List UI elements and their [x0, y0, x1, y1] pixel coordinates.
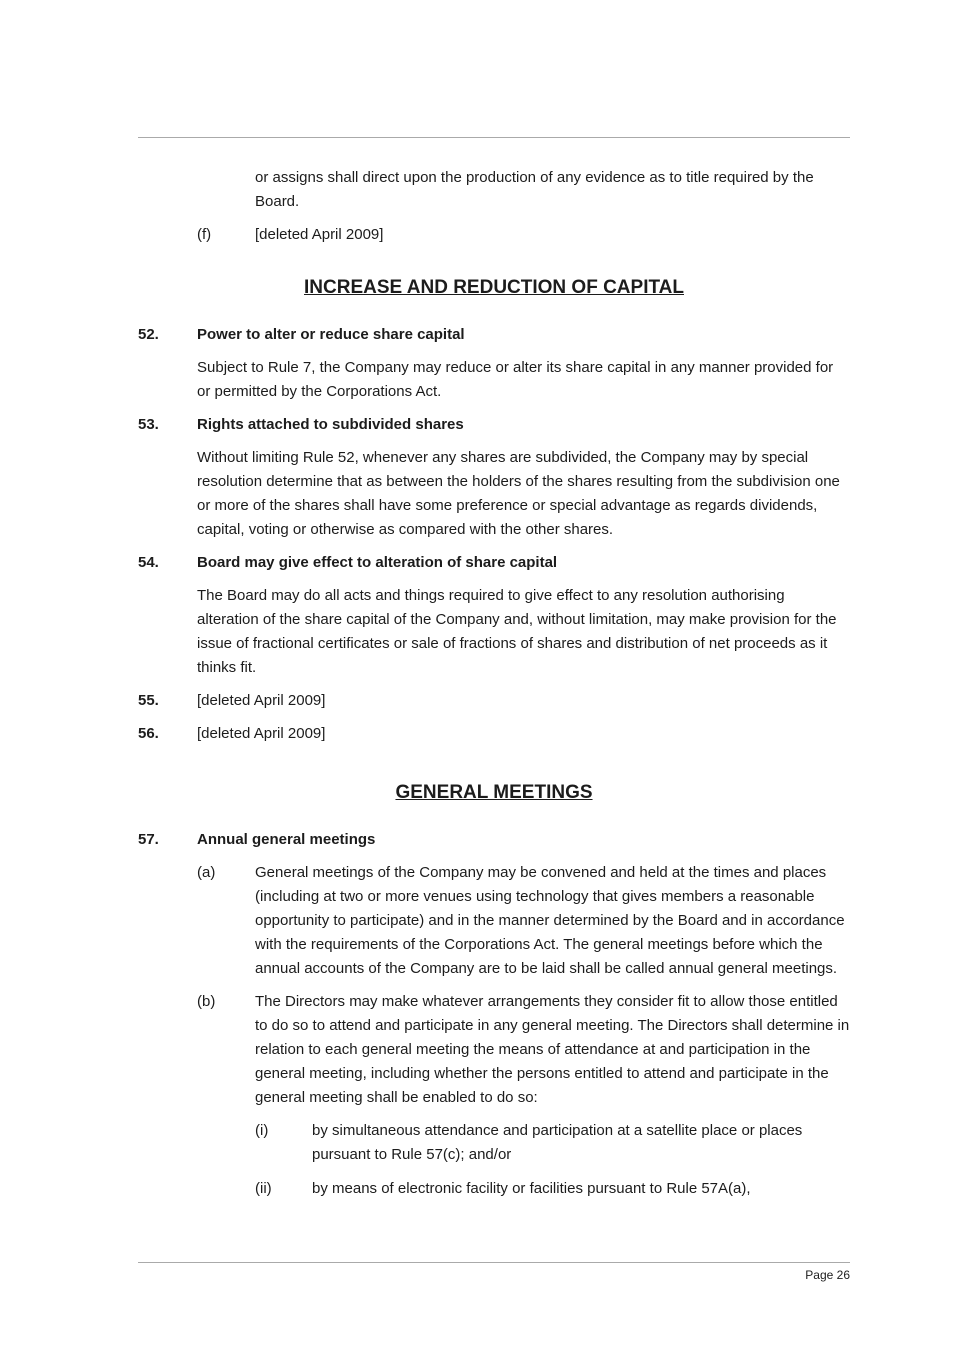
header-divider: [138, 137, 850, 138]
section-heading-increase-reduction-capital: INCREASE AND REDUCTION OF CAPITAL: [304, 277, 684, 298]
rule-53: [138, 413, 850, 542]
rule-57: [138, 828, 850, 1201]
rule-54-number: 54.: [138, 554, 159, 571]
section-heading-general-meetings: GENERAL MEETINGS: [395, 782, 593, 803]
list-item-f-text: [deleted April 2009]: [255, 226, 384, 243]
rule-57-item-b-label: (b): [197, 993, 216, 1010]
continuation-paragraph: or assigns shall direct upon the production of any evidence as to title required by the Board.: [255, 169, 814, 210]
rule-54-paragraph: The Board may do all acts and things required to give effect to any resolution authorising alteration of the share capital of the Company and, without limitation, may make provision for the issue of fractional certificates or sale of fractions of shares and distribution of net proceeds as it thinks fit.: [197, 587, 837, 676]
list-item-f: [138, 223, 850, 247]
rule-56: [138, 722, 850, 746]
rule-57-item-ii: [138, 1177, 850, 1201]
rule-55-text: [deleted April 2009]: [197, 692, 326, 709]
rule-53-number: 53.: [138, 416, 159, 433]
rule-52: [138, 323, 850, 404]
rule-57-item-ii-label: (ii): [255, 1180, 272, 1197]
rule-54-title: Board may give effect to alteration of share capital: [197, 554, 558, 571]
rule-57-title: Annual general meetings: [197, 831, 376, 848]
rule-57-item-b: [138, 990, 850, 1110]
rule-55-number: 55.: [138, 692, 159, 709]
rule-57-item-a-label: (a): [197, 864, 216, 881]
rule-57-item-i-text: by simultaneous attendance and participation at a satellite place or places pursuant to Rule 57(c); and/or: [312, 1122, 803, 1163]
rule-56-number: 56.: [138, 725, 159, 742]
rule-57-item-b-text: The Directors may make whatever arrangements they consider fit to allow those entitled to do so to attend and participate in any general meeting. The Directors shall determine in relation to each general meeting the means of attendance at and participation in the general meeting, including whether the persons entitled to attend and participate in the general meeting shall be enabled to do so:: [255, 993, 850, 1106]
list-item-f-label: (f): [197, 226, 212, 243]
rule-52-heading: [138, 323, 850, 347]
rule-54: [138, 551, 850, 680]
rule-53-title: Rights attached to subdivided shares: [197, 416, 464, 433]
rule-57-number: 57.: [138, 831, 159, 848]
rule-57-item-i-label: (i): [255, 1122, 269, 1139]
rule-52-number: 52.: [138, 326, 159, 343]
rule-56-text: [deleted April 2009]: [197, 725, 326, 742]
document-body: [138, 166, 850, 1211]
footer-divider: [138, 1262, 850, 1263]
rule-57-heading: [138, 828, 850, 852]
rule-57-item-a: [138, 861, 850, 981]
rule-52-paragraph: Subject to Rule 7, the Company may reduce or alter its share capital in any manner provided for or permitted by the Corporations Act.: [197, 359, 834, 400]
rule-57-item-ii-text: by means of electronic facility or facilities pursuant to Rule 57A(a),: [312, 1180, 751, 1197]
rule-52-title: Power to alter or reduce share capital: [197, 326, 465, 343]
rule-55: [138, 689, 850, 713]
rule-57-item-a-text: General meetings of the Company may be convened and held at the times and places (including at two or more venues using technology that gives members a reasonable opportunity to participate) and in the manner determined by the Board and in accordance with the requirements of the Corporations Act. The general meetings before which the annual accounts of the Company are to be laid shall be called annual general meetings.: [255, 864, 845, 977]
rule-54-heading: [138, 551, 850, 575]
rule-57-item-i: [138, 1119, 850, 1167]
page-number: Page 26: [805, 1268, 850, 1282]
rule-53-paragraph: Without limiting Rule 52, whenever any shares are subdivided, the Company may by special resolution determine that as between the holders of the shares resulting from the subdivision one or more of the shares shall have some preference or special advantage as regards dividends, capital, voting or otherwise as compared with the other shares.: [197, 449, 840, 538]
rule-53-heading: [138, 413, 850, 437]
